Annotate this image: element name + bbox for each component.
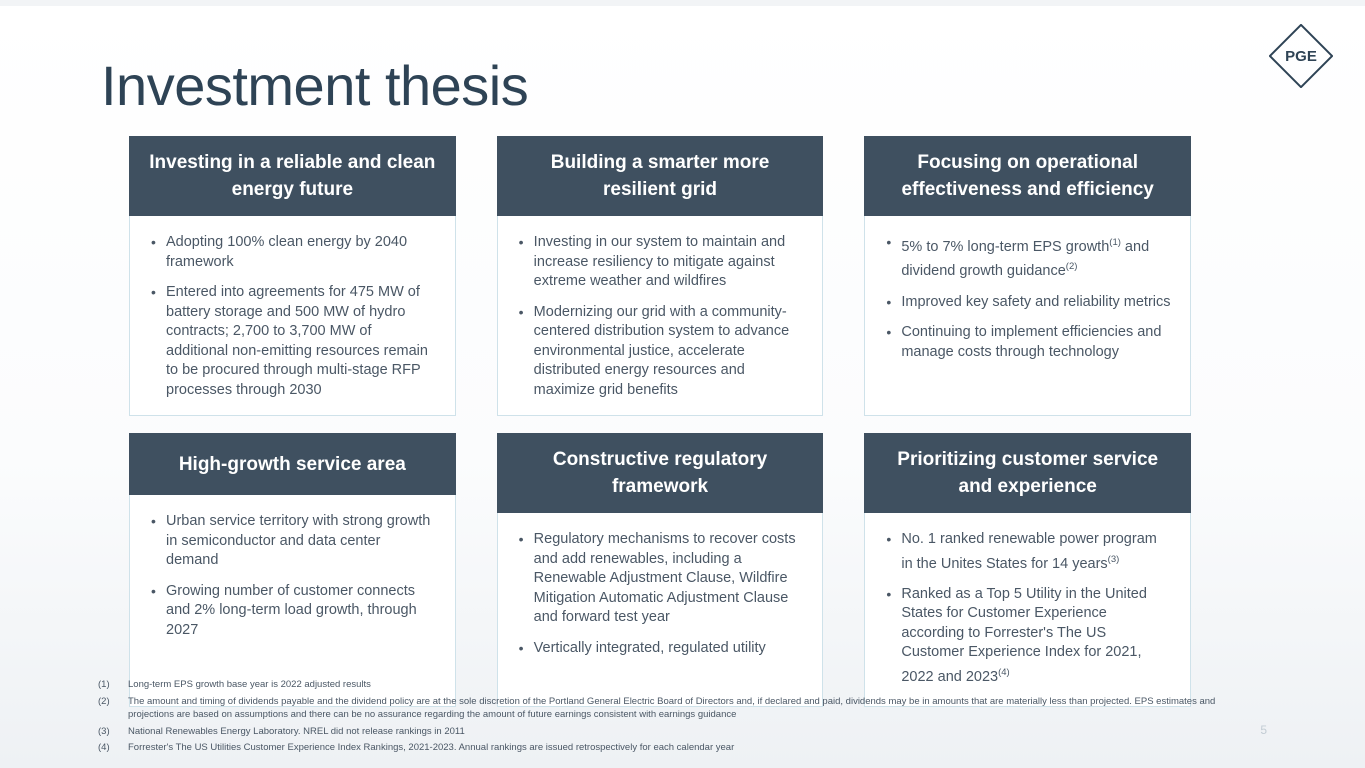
page-number: 5 — [1260, 723, 1267, 737]
footnote-number: (4) — [98, 742, 110, 753]
footnote-row — [98, 725, 1228, 739]
card-smarter-resilient-grid — [497, 136, 824, 416]
card-investing-clean-energy — [129, 136, 456, 416]
list-item: • 5% to 7% long-term EPS growth$^{(1)}$ and dividend growth guidance$^{(2)}$ — [881, 233, 1172, 282]
cards-grid — [129, 136, 1191, 707]
top-rule — [0, 0, 1365, 6]
bullet-list — [514, 233, 805, 400]
list-item: • Vertically integrated, regulated utility — [514, 639, 805, 659]
list-item: • Growing number of customer connects and 2% long-term load growth, through 2027 — [146, 582, 437, 641]
bullet-list — [881, 530, 1172, 687]
footnote-row — [98, 741, 1228, 755]
bullet-list — [881, 233, 1172, 362]
footnote-text: Forrester's The US Utilities Customer Experience Index Rankings, 2021-2023. Annual rankings are issued retrospectively for each calendar year — [128, 742, 735, 753]
footnote-text: National Renewables Energy Laboratory. NREL did not release rankings in 2011 — [128, 725, 465, 737]
cards-row-1 — [129, 136, 1191, 416]
card-body — [864, 216, 1191, 416]
list-item: • Investing in our system to maintain and increase resiliency to mitigate against extreme weather and wildfires — [514, 233, 805, 292]
footnote-number: (1) — [98, 679, 110, 690]
card-heading: Building a smarter more resilient grid — [497, 136, 824, 216]
card-heading: Investing in a reliable and clean energy future — [129, 136, 456, 216]
footnote-number: (3) — [98, 725, 110, 737]
footnotes — [98, 678, 1228, 758]
list-item: • No. 1 ranked renewable power program in the Unites States for 14 years$^{(3)}$ — [881, 530, 1172, 574]
card-body — [129, 216, 456, 416]
list-item: • Modernizing our grid with a community-centered distribution system to advance environmental justice, accelerate distributed energy resources and maximize grid benefits — [514, 303, 805, 401]
list-item: • Regulatory mechanisms to recover costs and add renewables, including a Renewable Adjustment Clause, Wildfire Mitigation Automatic Adjustment Clause and forward test year — [514, 530, 805, 628]
list-item: • Adopting 100% clean energy by 2040 framework — [146, 233, 437, 272]
footnote-text: The amount and timing of dividends payable and the dividend policy are at the sole discretion of the Portland General Electric Board of Directors and, if declared and paid, dividends may be in amounts that are materially less than projected. EPS estimates and projections are based on assumptions and there can be no assurance regarding the amount of future earnings consistent with earnings guidance — [128, 695, 1216, 720]
svg-text:PGE: PGE — [1285, 48, 1317, 65]
list-item: • Continuing to implement efficiencies and manage costs through technology — [881, 323, 1172, 362]
card-heading: Constructive regulatory framework — [497, 433, 824, 513]
card-body — [129, 495, 456, 707]
card-heading: Prioritizing customer service and experience — [864, 433, 1191, 513]
footnote-row — [98, 695, 1228, 722]
list-item: • Entered into agreements for 475 MW of battery storage and 500 MW of hydro contracts; 2,700 to 3,700 MW of additional non-emitting resources remain to be procured through multi-stage RFP processes through 2030 — [146, 283, 437, 400]
pge-logo-icon — [1269, 24, 1333, 88]
bullet-list — [146, 233, 437, 400]
page-title: Investment thesis — [101, 54, 529, 117]
card-customer-service-experience — [864, 433, 1191, 707]
card-body — [497, 216, 824, 416]
card-operational-effectiveness — [864, 136, 1191, 416]
list-item: • Improved key safety and reliability metrics — [881, 293, 1172, 313]
card-heading: High-growth service area — [129, 433, 456, 495]
card-constructive-regulatory-framework — [497, 433, 824, 707]
bullet-list — [514, 530, 805, 658]
list-item: • Ranked as a Top 5 Utility in the United States for Customer Experience according to Forrester's The US Customer Experience Index for 2021, 2022 and 2023$^{(4)}$ — [881, 585, 1172, 687]
bullet-list — [146, 512, 437, 640]
footnote-row — [98, 678, 1228, 692]
cards-row-2 — [129, 433, 1191, 707]
list-item: • Urban service territory with strong growth in semiconductor and data center demand — [146, 512, 437, 571]
card-heading: Focusing on operational effectiveness and efficiency — [864, 136, 1191, 216]
footnote-number: (2) — [98, 695, 110, 707]
card-high-growth-service-area — [129, 433, 456, 707]
footnote-text: Long-term EPS growth base year is 2022 adjusted results — [128, 679, 371, 690]
